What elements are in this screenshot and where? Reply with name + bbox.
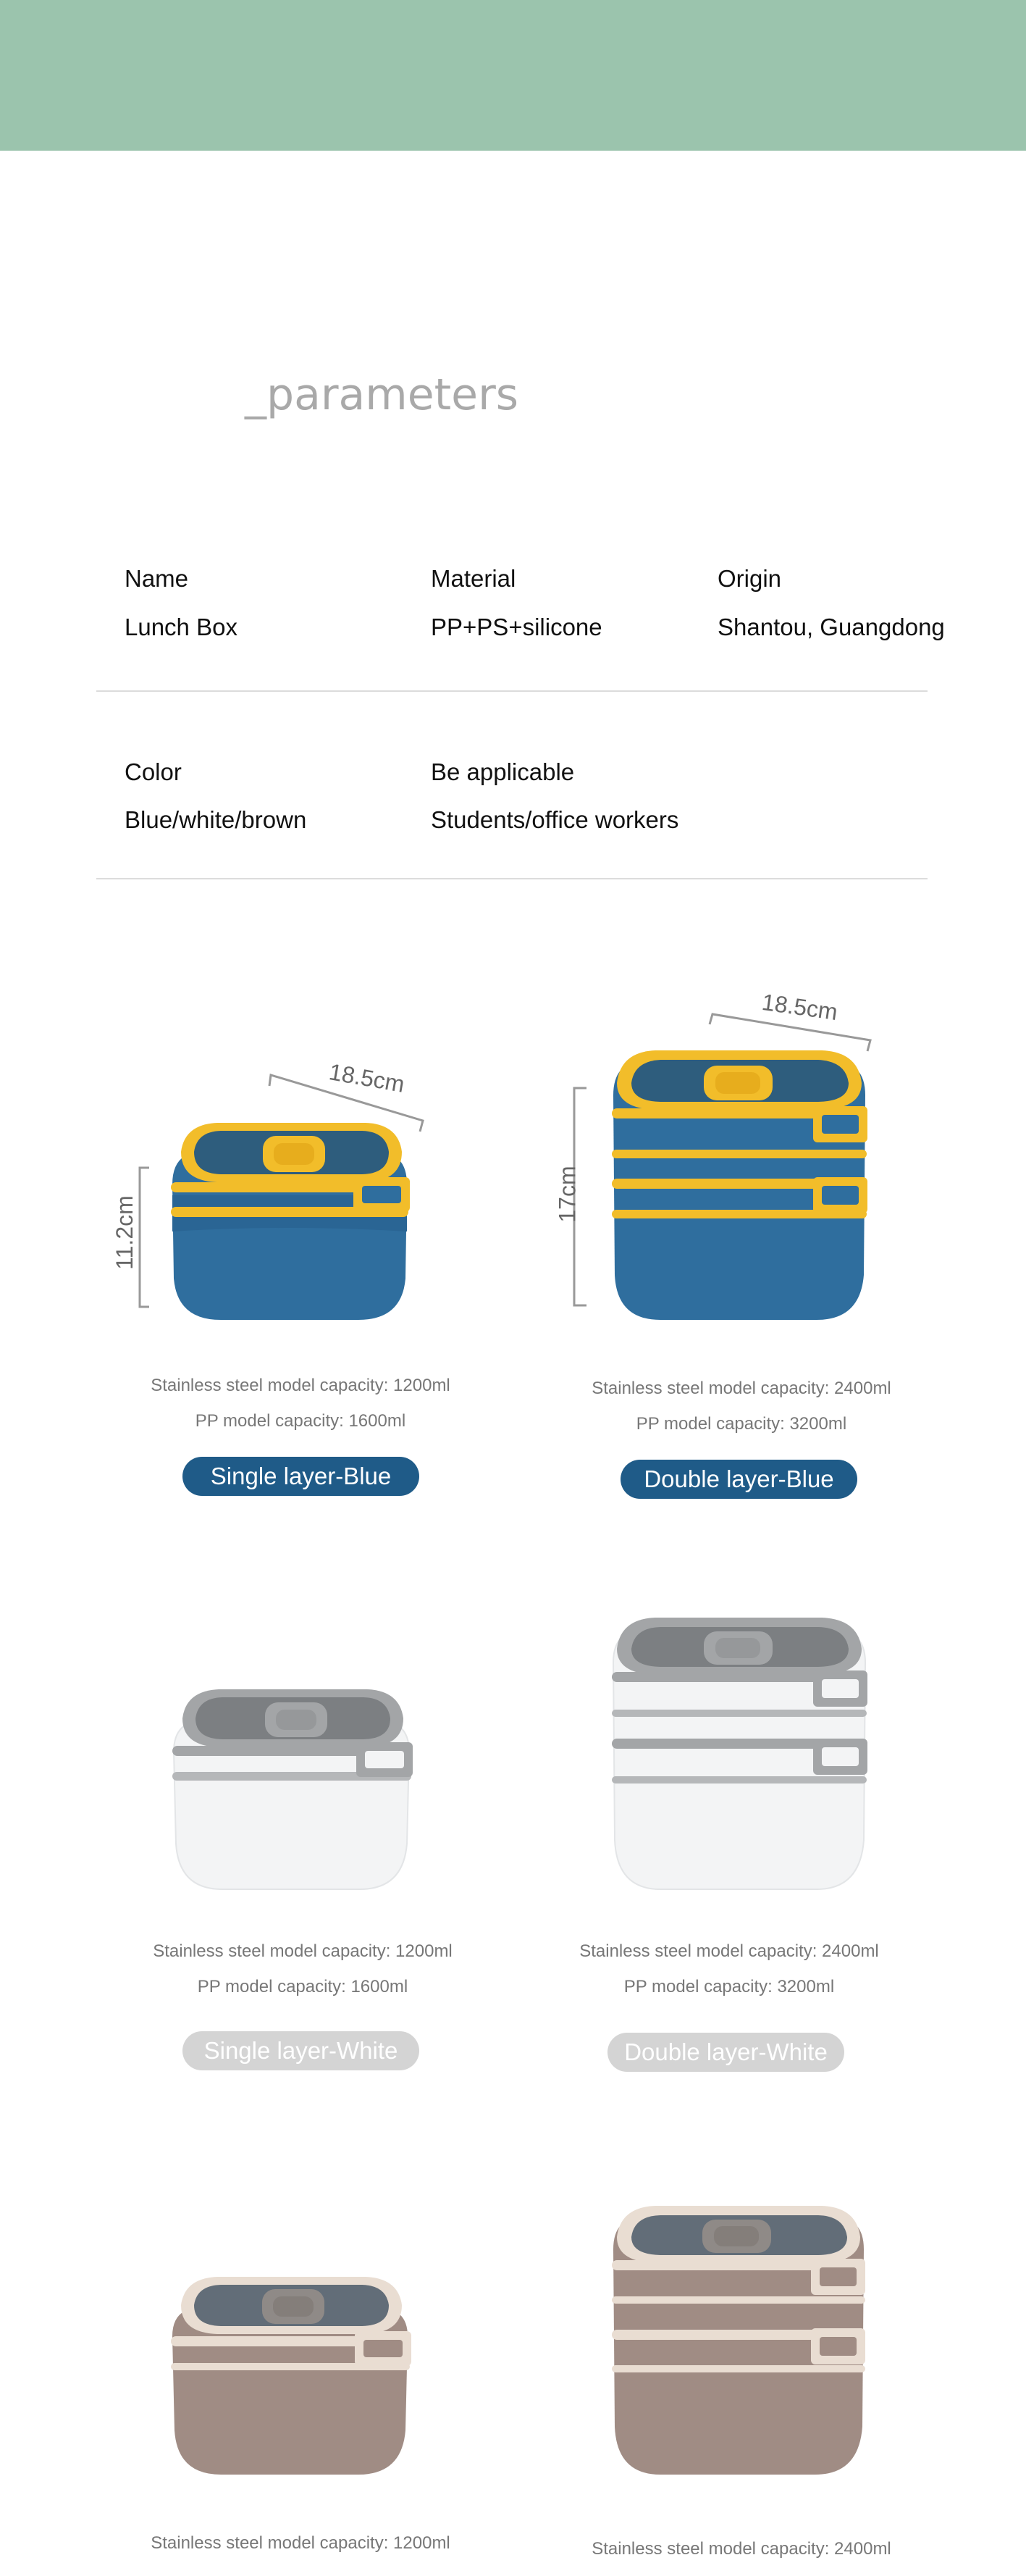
stainless-capacity-text: Stainless steel model capacity: 2400ml bbox=[592, 1379, 891, 1398]
variant-badge-double-blue[interactable]: Double layer-Blue bbox=[621, 1460, 857, 1499]
param-color-label: Color bbox=[125, 758, 182, 785]
pp-capacity-text: PP model capacity: 3200ml bbox=[636, 1414, 847, 1434]
param-color-value: Blue/white/brown bbox=[125, 806, 307, 833]
width-dimension-label: 18.5cm bbox=[760, 988, 840, 1026]
stainless-capacity-text: Stainless steel model capacity: 2400ml bbox=[592, 2539, 891, 2559]
param-name-label: Name bbox=[125, 565, 189, 592]
pp-capacity-text: PP model capacity: 1600ml bbox=[195, 1411, 406, 1431]
pp-capacity-text: PP model capacity: 1600ml bbox=[197, 1977, 408, 1996]
variant-badge-single-blue[interactable]: Single layer-Blue bbox=[182, 1457, 419, 1496]
stainless-capacity-text: Stainless steel model capacity: 1200ml bbox=[151, 2533, 450, 2553]
variant-badge-single-white[interactable]: Single layer-White bbox=[182, 2031, 419, 2070]
param-material-value: PP+PS+silicone bbox=[431, 614, 602, 640]
param-name-value: Lunch Box bbox=[125, 614, 237, 640]
param-applicable-value: Students/office workers bbox=[431, 806, 679, 833]
param-material-label: Material bbox=[431, 565, 516, 592]
stainless-capacity-text: Stainless steel model capacity: 1200ml bbox=[153, 1941, 453, 1961]
height-dimension-label: 11.2cm bbox=[111, 1195, 138, 1270]
param-origin-value: Shantou, Guangdong bbox=[718, 614, 945, 640]
width-dimension-label: 18.5cm bbox=[327, 1058, 407, 1097]
pp-capacity-text: PP model capacity: 3200ml bbox=[623, 1977, 835, 1996]
param-applicable-label: Be applicable bbox=[431, 758, 575, 785]
variant-badge-double-white[interactable]: Double layer-White bbox=[607, 2033, 844, 2072]
stainless-capacity-text: Stainless steel model capacity: 2400ml bbox=[579, 1941, 879, 1961]
stainless-capacity-text: Stainless steel model capacity: 1200ml bbox=[151, 1376, 450, 1395]
section-title: _parameters bbox=[245, 369, 519, 420]
param-origin-label: Origin bbox=[718, 565, 782, 592]
height-dimension-label: 17cm bbox=[554, 1166, 581, 1223]
